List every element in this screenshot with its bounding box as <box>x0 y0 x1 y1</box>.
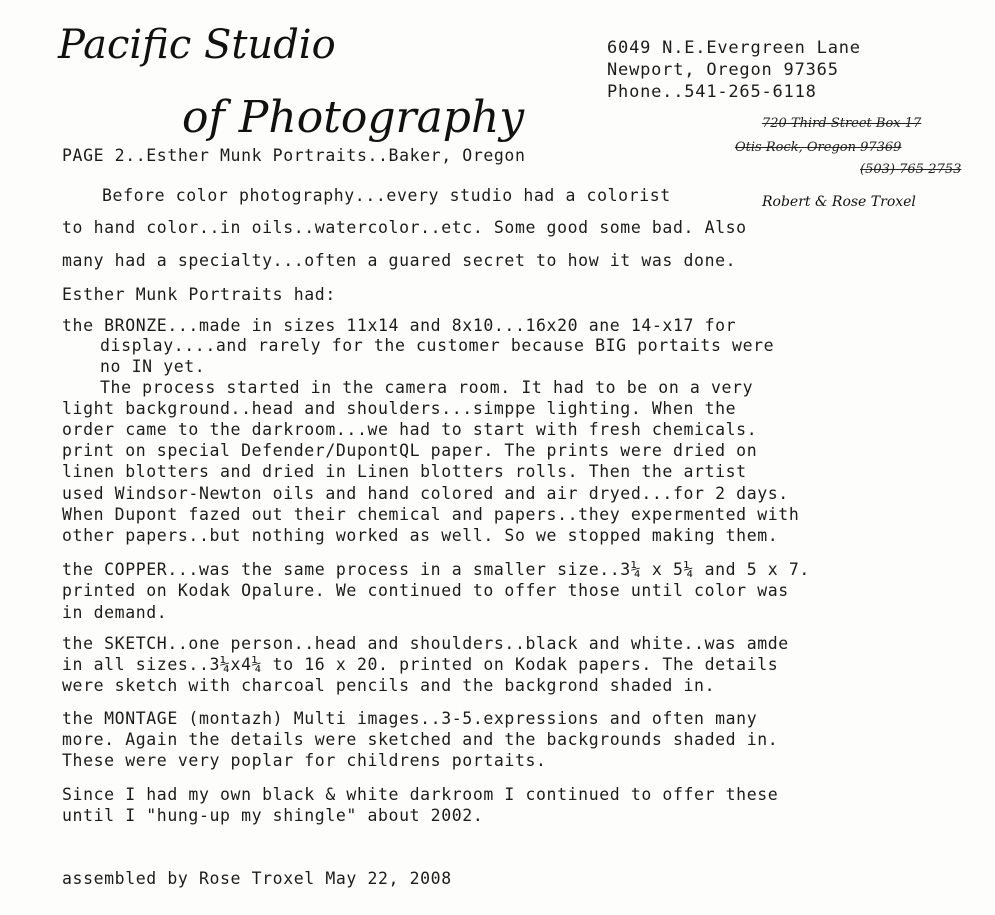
address-phone: Phone..541-265-6118 <box>607 82 817 102</box>
text-line: the MONTAGE (montazh) Multi images..3-5.expressions and often many <box>62 709 758 728</box>
text-line: printed on Kodak Opalure. We continued to offer those until color was <box>62 581 789 600</box>
text-line: were sketch with charcoal pencils and the backgrond shaded in. <box>62 676 716 695</box>
text-line: many had a specialty...often a guared secret to how it was done. <box>62 251 737 270</box>
text-line: light background..head and shoulders...simppe lighting. When the <box>62 399 737 418</box>
old-address-line3: (503) 765-2753 <box>860 162 962 177</box>
text-line: to hand color..in oils..watercolor..etc. Some good some bad. Also <box>62 218 747 237</box>
text-line: Before color photography...every studio had a colorist <box>102 186 671 205</box>
text-line: in demand. <box>62 603 168 622</box>
text-line: Since I had my own black & white darkroom I continued to offer these <box>62 785 779 804</box>
text-line: When Dupont fazed out their chemical and papers..they expermented with <box>62 505 800 524</box>
page-heading: PAGE 2..Esther Munk Portraits..Baker, Oregon <box>62 146 526 165</box>
text-line: The process started in the camera room. It had to be on a very <box>100 378 754 397</box>
text-line: These were very poplar for childrens portaits. <box>62 751 547 770</box>
author-line: assembled by Rose Troxel May 22, 2008 <box>62 869 452 888</box>
old-address-line1: 720 Third Street Box 17 <box>762 116 922 131</box>
old-address-line2: Otis Rock, Oregon 97369 <box>735 140 902 155</box>
text-line: linen blotters and dried in Linen blotters rolls. Then the artist <box>62 462 747 481</box>
text-line: the BRONZE...made in sizes 11x14 and 8x10...16x20 ane 14-x17 for <box>62 316 737 335</box>
studio-name-line1: Pacific Studio <box>58 22 336 68</box>
address-city: Newport, Oregon 97365 <box>607 60 839 80</box>
text-line: until I "hung-up my shingle" about 2002. <box>62 806 484 825</box>
address-street: 6049 N.E.Evergreen Lane <box>607 38 861 58</box>
text-line: other papers..but nothing worked as well. So we stopped making them. <box>62 526 779 545</box>
text-line: no IN yet. <box>100 357 206 376</box>
text-line: print on special Defender/DupontQL paper. The prints were dried on <box>62 441 758 460</box>
signature-stamp: Robert & Rose Troxel <box>762 194 916 210</box>
text-line: Esther Munk Portraits had: <box>62 285 336 304</box>
text-line: display....and rarely for the customer because BIG portaits were <box>100 336 775 355</box>
text-line: the COPPER...was the same process in a smaller size..3¼ x 5¼ and 5 x 7. <box>62 560 810 579</box>
text-line: more. Again the details were sketched and the backgrounds shaded in. <box>62 730 779 749</box>
text-line: the SKETCH..one person..head and shoulders..black and white..was amde <box>62 634 789 653</box>
text-line: in all sizes..3¼x4¼ to 16 x 20. printed on Kodak papers. The details <box>62 655 779 674</box>
text-line: used Windsor-Newton oils and hand colored and air dryed...for 2 days. <box>62 484 789 503</box>
text-line: order came to the darkroom...we had to start with fresh chemicals. <box>62 420 758 439</box>
studio-name-line2: of Photography <box>182 92 525 143</box>
